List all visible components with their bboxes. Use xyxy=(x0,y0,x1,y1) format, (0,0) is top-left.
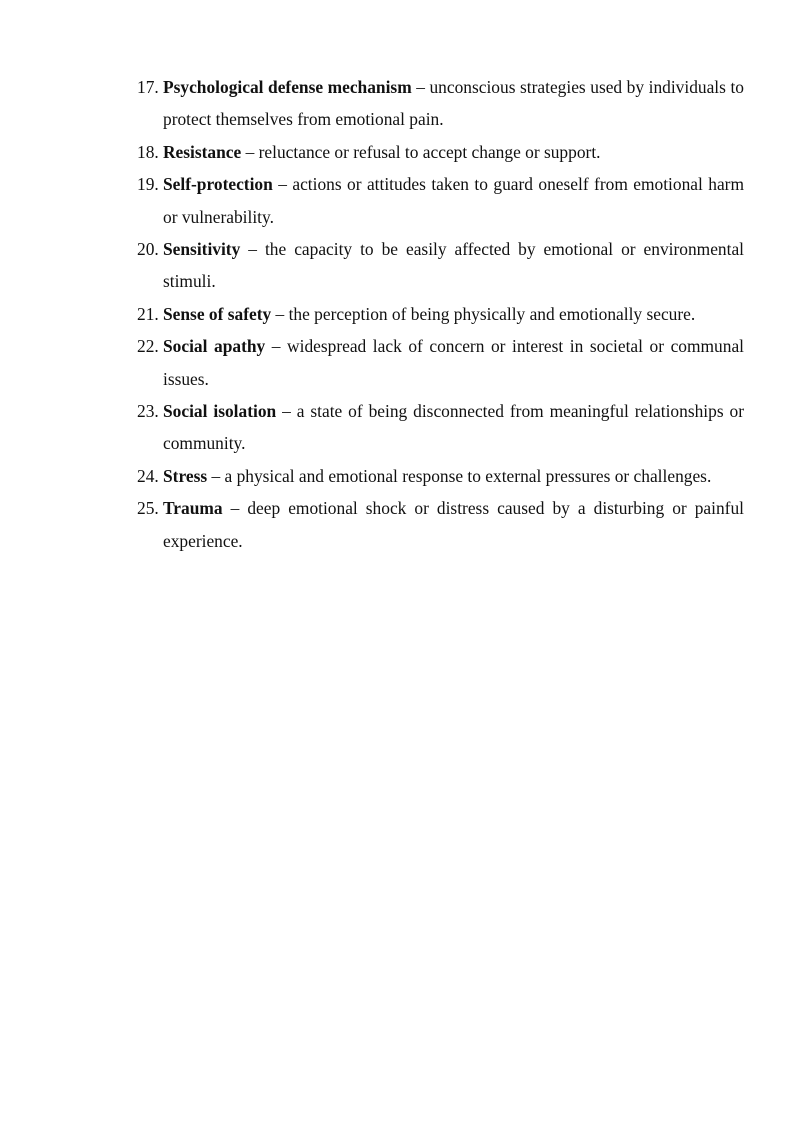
glossary-item-self-protection xyxy=(137,168,744,233)
item-number: 24. xyxy=(137,465,159,486)
definition: – widespread lack of concern or interest in societal or communal issues. xyxy=(163,336,744,389)
glossary-item-resistance xyxy=(137,136,744,168)
glossary-item-trauma xyxy=(137,492,744,557)
term: Sense of safety xyxy=(163,303,272,324)
glossary-item-stress xyxy=(137,460,744,492)
glossary-item-social-apathy xyxy=(137,330,744,395)
item-number: 19. xyxy=(137,174,159,195)
item-number: 18. xyxy=(137,141,159,162)
term: Sensitivity xyxy=(163,239,241,260)
term: Social apathy xyxy=(163,336,266,357)
definition: – the perception of being physically and emotionally secure. xyxy=(271,303,696,324)
definition: – the capacity to be easily affected by emotional or environmental stimuli. xyxy=(163,239,744,292)
item-number: 21. xyxy=(137,303,159,324)
term: Self-protection xyxy=(163,174,273,195)
glossary-item-psychological-defense-mechanism xyxy=(137,71,744,136)
definition: – deep emotional shock or distress caused by a disturbing or painful experience. xyxy=(163,498,744,551)
definition: – a state of being disconnected from meaningful relationships or community. xyxy=(163,401,744,454)
term: Psychological defense mechanism xyxy=(163,77,412,97)
item-number: 20. xyxy=(137,239,159,260)
term: Stress xyxy=(163,465,208,486)
glossary-item-sense-of-safety xyxy=(137,298,744,330)
term: Trauma xyxy=(163,498,223,519)
term: Social isolation xyxy=(163,401,277,422)
glossary-item-sensitivity xyxy=(137,233,744,298)
definition: – a physical and emotional response to external pressures or challenges. xyxy=(207,465,712,486)
glossary-item-social-isolation xyxy=(137,395,744,460)
term: Resistance xyxy=(163,141,242,162)
definition: – actions or attitudes taken to guard oneself from emotional harm or vulnerability. xyxy=(163,174,744,227)
item-number: 17. xyxy=(137,77,159,97)
item-number: 25. xyxy=(137,498,159,519)
item-number: 22. xyxy=(137,336,159,357)
glossary-list xyxy=(137,71,744,557)
definition: – unconscious strategies used by individuals to protect themselves from emotional pain. xyxy=(163,77,744,130)
item-number: 23. xyxy=(137,401,159,422)
definition: – reluctance or refusal to accept change or support. xyxy=(241,141,601,162)
